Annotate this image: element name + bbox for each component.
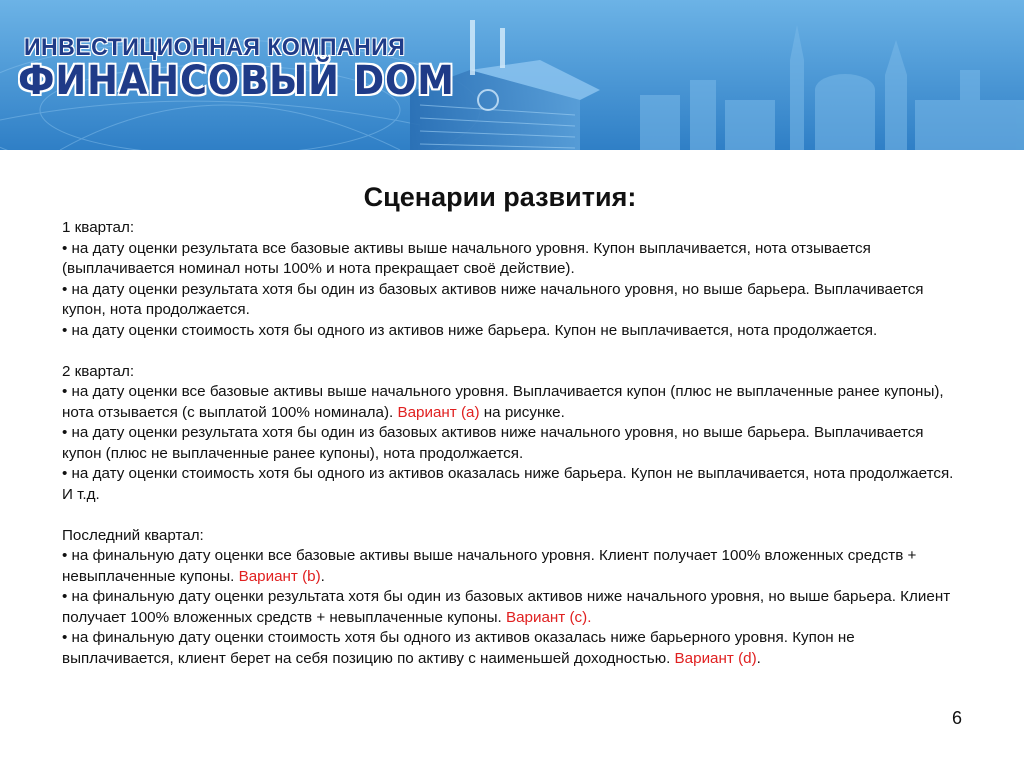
- bullet-text: • на финальную дату оценки все базовые активы выше начального уровня. Клиент получает 100% вложенных средств + невыплаченные купоны.: [62, 547, 917, 585]
- bullet-item: • на дату оценки результата хотя бы один из базовых активов ниже начального уровня, но выше барьера. Выплачивается купон, нота продолжается.: [62, 280, 924, 318]
- variant-label: Вариант (d): [674, 649, 757, 667]
- header-banner: [0, 0, 1024, 150]
- bullet-item: [62, 382, 962, 423]
- company-logo-text: ФИНАНСОВЫЙ DOM: [18, 58, 455, 104]
- section-last-quarter: [62, 526, 962, 670]
- bullet-text-after: на рисунке.: [479, 403, 565, 421]
- page-title: Сценарии развития:: [363, 182, 637, 212]
- bullet-item: • на дату оценки результата все базовые активы выше начального уровня. Купон выплачивается, нота отзывается (выплачивается номинал ноты 100% и нота прекращает своё действие).: [62, 239, 871, 277]
- variant-label: Вариант (а): [397, 403, 480, 421]
- bullet-text: • на финальную дату оценки результата хотя бы один из базовых активов ниже начального уровня, но выше барьера. Клиент получает 100% вложенных средств + невыплаченные купоны.: [62, 588, 951, 626]
- bullet-text-after: .: [756, 649, 761, 667]
- bullet-text-after: .: [320, 567, 325, 585]
- bullet-item: • на дату оценки стоимость хотя бы одного из активов оказалась ниже барьера. Купон не выплачивается, нота продолжается.: [62, 465, 954, 482]
- section-heading: Последний квартал:: [62, 526, 204, 544]
- section-q2: [62, 362, 962, 506]
- company-tagline: ИНВЕСТИЦИОННАЯ КОМПАНИЯ: [24, 34, 406, 61]
- bullet-item: • на дату оценки стоимость хотя бы одного из активов ниже барьера. Купон не выплачивается, нота продолжается.: [62, 321, 878, 339]
- bullet-text: • на финальную дату оценки стоимость хотя бы одного из активов оказалась ниже барьерного уровня. Купон не выплачивается, клиент берет на себя позицию по активу с наименьшей доходностью.: [62, 629, 855, 667]
- bullet-item: [62, 546, 962, 587]
- section-footer: И т.д.: [62, 485, 100, 503]
- bullet-item: • на дату оценки результата хотя бы один из базовых активов ниже начального уровня, но выше барьера. Выплачивается купон (плюс не выплаченные ранее купоны), нота продолжается.: [62, 424, 924, 462]
- section-heading: 2 квартал:: [62, 362, 135, 380]
- variant-label: Вариант (b): [238, 567, 321, 585]
- section-heading: 1 квартал:: [62, 219, 135, 236]
- bullet-item: [62, 628, 962, 669]
- scenario-list: [62, 218, 962, 669]
- page-number: 6: [951, 708, 962, 728]
- bullet-text: • на дату оценки все базовые активы выше начального уровня. Выплачивается купон (плюс не выплаченные ранее купоны), нота отзывается (с выплатой 100% номинала).: [62, 383, 944, 421]
- section-q1: [62, 218, 962, 341]
- bullet-item: [62, 587, 962, 628]
- variant-label: Вариант (c).: [505, 608, 592, 626]
